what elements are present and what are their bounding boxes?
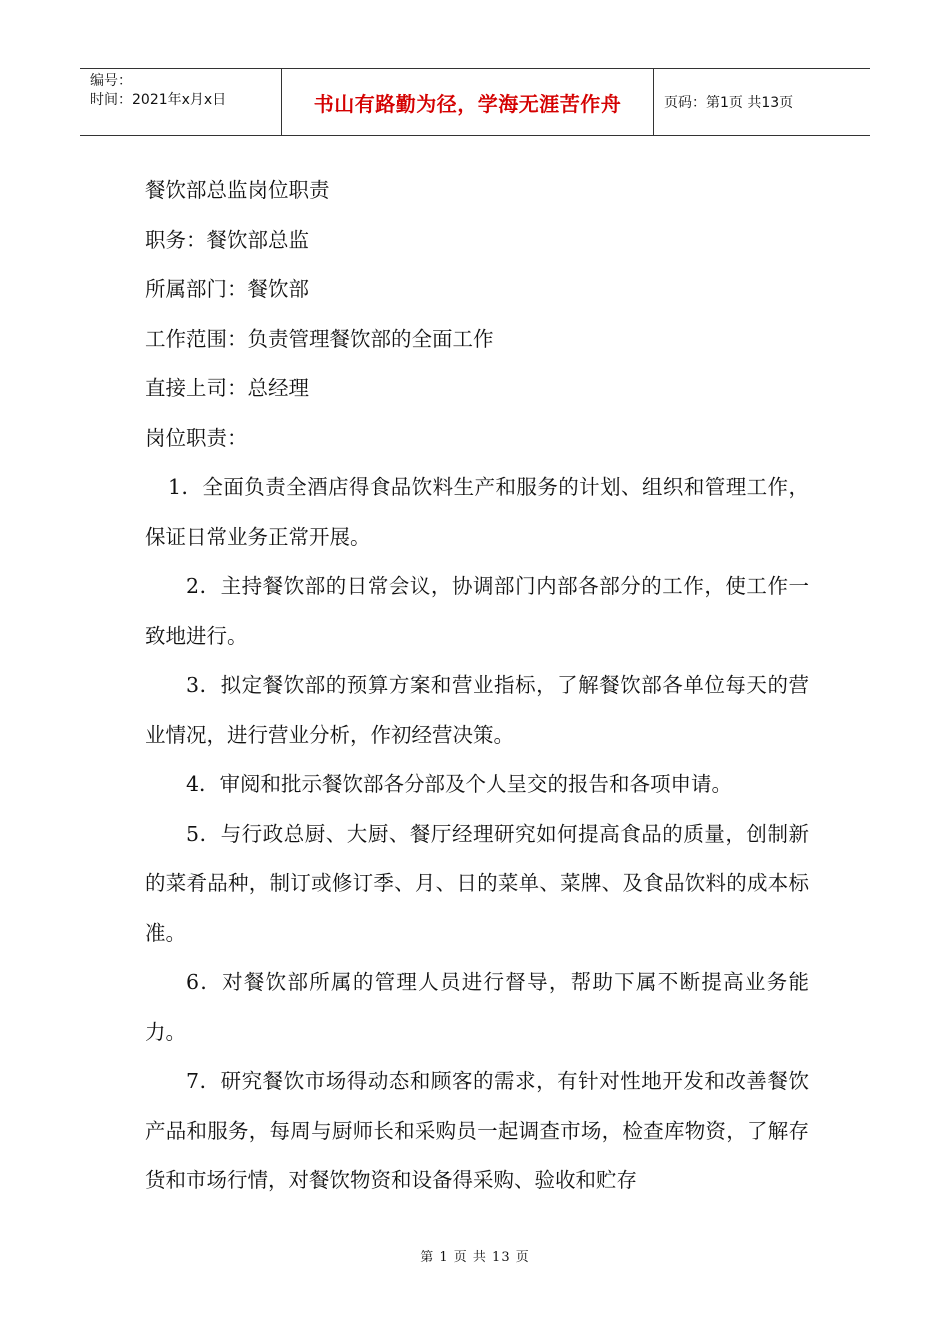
header-motto: 书山有路勤为径，学海无涯苦作舟 <box>313 91 622 116</box>
page-footer: 第 1 页 共 13 页 <box>420 1250 530 1265</box>
duty-item-4: 4．审阅和批示餐饮部各分部及个人呈交的报告和各项申请。 <box>186 772 733 796</box>
duty-item-6: 6．对餐饮部所属的管理人员进行督导，帮助下属不断提高业务能力。 <box>145 970 809 1044</box>
document-number-label: 编号： <box>90 73 132 89</box>
duties-heading: 岗位职责： <box>145 425 248 450</box>
header-page-info: 页码：第1页 共13页 <box>664 95 794 111</box>
scope-line: 工作范围：负责管理餐饮部的全面工作 <box>145 326 494 351</box>
document-date: 时间：2021年x月x日 <box>90 92 227 108</box>
header-page-info-cell <box>654 69 870 135</box>
duty-item-7: 7．研究餐饮市场得动态和顾客的需求，有针对性地开发和改善餐饮产品和服务，每周与厨师长和采购员一起调查市场，检查库物资，了解存货和市场行情，对餐饮物资和设备得采购、验收和贮存 <box>145 1069 809 1192</box>
duty-item-1: 1．全面负责全酒店得食品饮料生产和服务的计划、组织和管理工作，保证日常业务正常开展。 <box>145 475 809 549</box>
duty-item-2: 2．主持餐饮部的日常会议，协调部门内部各部分的工作，使工作一致地进行。 <box>145 574 809 648</box>
department-line: 所属部门：餐饮部 <box>145 277 309 301</box>
duty-item-5: 5．与行政总厨、大厨、餐厅经理研究如何提高食品的质量，创制新的菜肴品种，制订或修订季、月、日的菜单、菜牌、及食品饮料的成本标准。 <box>145 821 809 945</box>
document-title: 餐饮部总监岗位职责 <box>145 178 330 202</box>
header-motto-cell <box>282 69 654 135</box>
duty-item-3: 3．拟定餐饮部的预算方案和营业指标，了解餐饮部各单位每天的营业情况，进行营业分析，作初经营决策。 <box>145 673 809 747</box>
document-header <box>80 68 870 136</box>
document-body <box>145 166 809 1206</box>
position-line: 职务：餐饮部总监 <box>145 227 309 252</box>
supervisor-line: 直接上司：总经理 <box>145 376 309 400</box>
header-meta <box>80 69 282 135</box>
